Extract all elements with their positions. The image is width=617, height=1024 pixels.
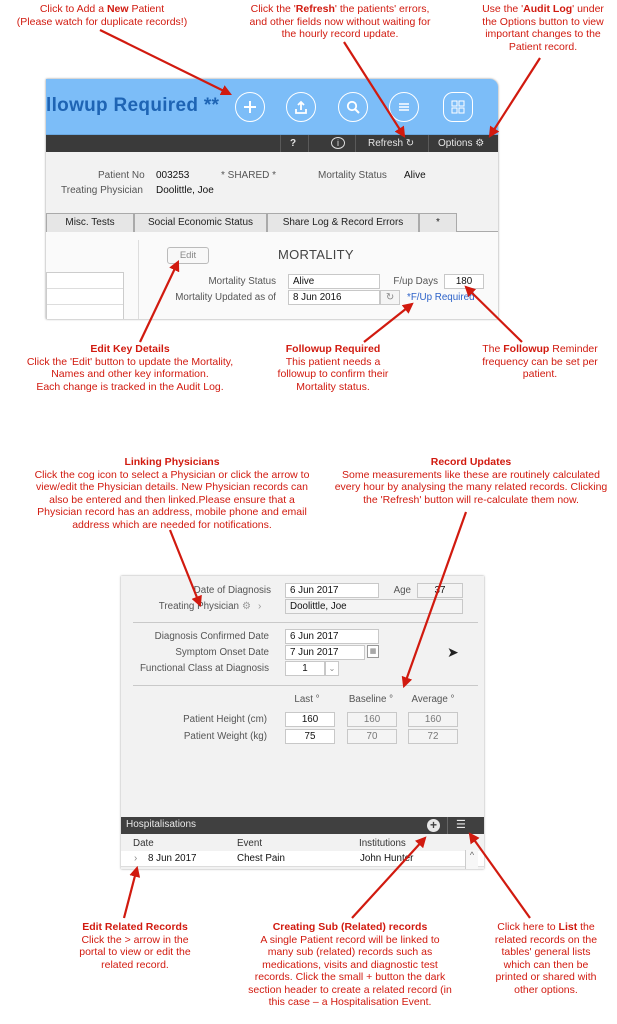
note-add-new-patient — [2, 3, 202, 28]
note-text: Some measurements like these are routinely calculated — [342, 468, 600, 481]
treating-physician-label: Treating Physician — [158, 601, 239, 612]
chevron-down-icon[interactable]: ⌄ — [325, 661, 339, 676]
diagnosis-window — [121, 576, 484, 869]
note-text: Physician record has an address, mobile phone and email — [37, 506, 307, 518]
divider — [280, 135, 281, 152]
hospitalisations-header — [121, 817, 484, 834]
note-text: followup to confirm their — [277, 368, 389, 380]
weight-last[interactable]: 75 — [285, 729, 335, 744]
note-text: the 'Refresh' button will re-calculate them now. — [363, 493, 579, 506]
chevron-right-icon[interactable]: › — [258, 601, 262, 612]
layout-button[interactable] — [443, 92, 473, 122]
section-title: MORTALITY — [278, 247, 354, 262]
calendar-icon[interactable]: ▦ — [367, 645, 379, 658]
help-icon[interactable]: ? — [289, 138, 297, 149]
mortality-status-value: Alive — [404, 170, 426, 181]
fup-days-label: F/up Days — [393, 276, 438, 287]
functional-class-select[interactable]: 1 — [285, 661, 325, 676]
add-related-button[interactable]: + — [427, 819, 440, 832]
height-baseline: 160 — [347, 712, 397, 727]
age-field: 37 — [417, 583, 463, 598]
note-text: Reminder — [549, 343, 598, 355]
note-text: patient. — [522, 368, 558, 380]
note-text: (Please watch for duplicate records!) — [16, 15, 188, 28]
note-text: ' under — [572, 3, 604, 15]
gear-icon: ⚙ — [475, 138, 485, 149]
list-row — [47, 273, 123, 289]
col-baseline: Baseline ° — [348, 694, 394, 705]
note-text: frequency can be set per — [482, 355, 598, 368]
weight-baseline: 70 — [347, 729, 397, 744]
note-text: Click the ' — [250, 3, 296, 15]
note-heading: Followup Required — [285, 343, 381, 355]
mortality-status-field[interactable]: Alive — [288, 274, 380, 289]
note-text: related record. — [101, 958, 169, 971]
note-creating-sub-records — [230, 921, 470, 1009]
note-edit-key-details — [25, 343, 235, 393]
chevron-right-icon[interactable]: › — [134, 853, 138, 864]
note-heading: Edit Key Details — [90, 343, 170, 355]
symptom-onset-label: Symptom Onset Date — [175, 647, 269, 658]
mortality-status-field-label: Mortality Status — [208, 276, 276, 287]
menu-icon — [396, 99, 412, 115]
note-text: related records on the — [494, 933, 598, 946]
note-text: every hour by analysing the many related records. Clicking — [334, 481, 608, 493]
note-text: other options. — [514, 983, 578, 996]
tab-bar — [46, 213, 498, 232]
note-text: A single Patient record will be linked to — [260, 933, 440, 946]
col-last: Last ° — [294, 694, 320, 705]
options-label: Options — [438, 138, 473, 149]
left-list — [46, 272, 124, 319]
note-text: Patient record. — [508, 40, 578, 53]
note-text: this case – a Hospitalisation Event. — [268, 996, 432, 1008]
note-text: Click the cog icon to select a Physician or click the arrow to — [34, 468, 310, 481]
scroll-up-icon[interactable]: ^ — [465, 850, 478, 869]
tab-extra[interactable]: * — [419, 213, 457, 232]
note-text: Click to Add a — [39, 3, 107, 15]
height-label: Patient Height (cm) — [183, 714, 267, 725]
col-date: Date — [133, 838, 154, 849]
height-average: 160 — [408, 712, 458, 727]
note-text: This patient needs a — [285, 355, 381, 368]
note-text: the hourly record update. — [281, 28, 399, 40]
patient-no-label: Patient No — [98, 170, 145, 181]
note-bold: Followup — [503, 343, 550, 355]
note-text: also be entered and then linked.Please ensure that a — [49, 493, 295, 506]
fup-days-field[interactable]: 180 — [444, 274, 484, 289]
note-bold: Audit Log — [523, 3, 573, 15]
note-audit-log — [472, 3, 614, 53]
divider — [447, 817, 448, 834]
fup-required-link[interactable]: *F/Up Required — [407, 292, 475, 303]
shared-badge: * SHARED * — [221, 170, 277, 181]
mortality-updated-label: Mortality Updated as of — [175, 292, 276, 303]
note-bold: Refresh — [295, 3, 335, 15]
note-heading: Creating Sub (Related) records — [272, 921, 428, 933]
date-of-diagnosis-label: Date of Diagnosis — [193, 585, 271, 596]
note-text: view/edit the Physician details. New Physician records can — [36, 481, 308, 493]
note-bold: List — [558, 921, 578, 933]
window-title: llowup Required ** — [46, 95, 220, 116]
note-text: The — [482, 343, 504, 355]
info-icon[interactable]: i — [331, 137, 345, 149]
treating-physician-field[interactable]: Doolittle, Joe — [285, 599, 463, 614]
table-row[interactable] — [121, 851, 484, 867]
note-list-records — [478, 921, 614, 996]
note-heading: Linking Physicians — [124, 456, 220, 468]
height-last[interactable]: 160 — [285, 712, 335, 727]
search-button[interactable] — [338, 92, 368, 122]
patient-no: 003253 — [156, 170, 190, 181]
note-text: Each change is tracked in the Audit Log. — [36, 380, 224, 393]
age-label: Age — [393, 585, 411, 596]
diagnosis-confirmed-field[interactable]: 6 Jun 2017 — [285, 629, 379, 644]
mouse-cursor-icon: ➤ — [447, 644, 459, 660]
search-icon — [345, 99, 361, 115]
toolbar — [46, 135, 498, 152]
note-text: address which are needed for notifications. — [72, 518, 272, 531]
tab-share-log[interactable]: Share Log & Record Errors — [267, 213, 419, 232]
gear-icon[interactable]: ⚙ — [242, 601, 251, 612]
list-icon[interactable]: ☰ — [456, 819, 466, 831]
divider — [133, 685, 478, 686]
col-event: Event — [237, 838, 263, 849]
divider — [355, 135, 356, 152]
note-refresh — [236, 3, 444, 41]
functional-class-label: Functional Class at Diagnosis — [139, 663, 269, 674]
note-edit-related-records — [60, 921, 210, 971]
divider — [133, 622, 478, 623]
refresh-icon: ↻ — [405, 138, 415, 149]
divider — [428, 135, 429, 152]
edit-button[interactable]: Edit — [167, 247, 209, 264]
tab-social-economic[interactable]: Social Economic Status — [134, 213, 267, 232]
note-heading: Record Updates — [430, 456, 512, 468]
weight-label: Patient Weight (kg) — [183, 731, 267, 742]
note-text: the — [577, 921, 595, 933]
note-followup-required — [264, 343, 402, 393]
arrow — [124, 868, 137, 918]
note-text: ' the patients' errors, — [334, 3, 430, 15]
row-institution: John Hunter — [360, 853, 414, 864]
note-text: many sub (related) records such as — [267, 946, 433, 958]
note-text: tables' general lists — [501, 946, 591, 958]
menu-button[interactable] — [389, 92, 419, 122]
recalculate-icon[interactable]: ↻ — [380, 290, 400, 305]
refresh-label: Refresh — [368, 138, 404, 149]
diagnosis-confirmed-label: Diagnosis Confirmed Date — [154, 631, 269, 642]
note-text: Patient — [128, 3, 165, 15]
grid-icon — [450, 99, 466, 115]
note-record-updates — [326, 456, 616, 506]
date-of-diagnosis-field[interactable]: 6 Jun 2017 — [285, 583, 379, 598]
add-button[interactable] — [235, 92, 265, 122]
note-text: records. Click the small + button the dark — [254, 971, 446, 983]
note-bold: New — [106, 3, 129, 15]
mortality-updated-field[interactable]: 8 Jun 2016 — [288, 290, 380, 305]
row-date: 8 Jun 2017 — [148, 853, 197, 864]
note-text: important changes to the — [485, 28, 601, 40]
note-text: Click the 'Edit' button to update the Mortality, — [26, 355, 234, 368]
treating-physician: Doolittle, Joe — [156, 185, 214, 196]
plus-icon — [242, 99, 258, 115]
symptom-onset-field[interactable]: 7 Jun 2017 — [285, 645, 365, 660]
tab-misc-tests[interactable]: Misc. Tests — [46, 213, 134, 232]
title-bar — [46, 79, 498, 135]
note-linking-physicians — [24, 456, 320, 531]
col-average: Average ° — [411, 694, 455, 705]
note-text: printed or shared with — [495, 971, 597, 983]
note-text: medications, visits and diagnostic test — [262, 958, 438, 971]
options-button[interactable] — [438, 135, 484, 152]
upload-icon — [293, 99, 309, 115]
col-institutions: Institutions — [359, 838, 406, 849]
treating-physician-label: Treating Physician — [61, 185, 143, 196]
divider — [138, 240, 139, 319]
note-text: and other fields now without waiting for — [249, 15, 431, 28]
weight-average: 72 — [408, 729, 458, 744]
hospitalisations-title: Hospitalisations — [126, 819, 197, 830]
note-text: Click the > arrow in the — [81, 933, 189, 946]
note-followup-reminder — [470, 343, 610, 381]
note-text: the Options button to view — [482, 15, 604, 28]
note-text: which can then be — [503, 958, 589, 971]
divider — [308, 135, 309, 152]
note-text: Use the ' — [482, 3, 524, 15]
note-text: Click here to — [497, 921, 559, 933]
note-text: Names and other key information. — [51, 368, 209, 380]
export-button[interactable] — [286, 92, 316, 122]
list-row — [47, 289, 123, 305]
row-event: Chest Pain — [237, 853, 285, 864]
mortality-status-label: Mortality Status — [318, 170, 387, 181]
note-text: Mortality status. — [296, 380, 370, 393]
note-text: section header to create a related record (in — [248, 983, 452, 996]
patient-window — [46, 79, 498, 319]
note-heading: Edit Related Records — [82, 921, 188, 933]
note-text: portal to view or edit the — [79, 946, 191, 958]
refresh-button[interactable] — [368, 135, 414, 152]
